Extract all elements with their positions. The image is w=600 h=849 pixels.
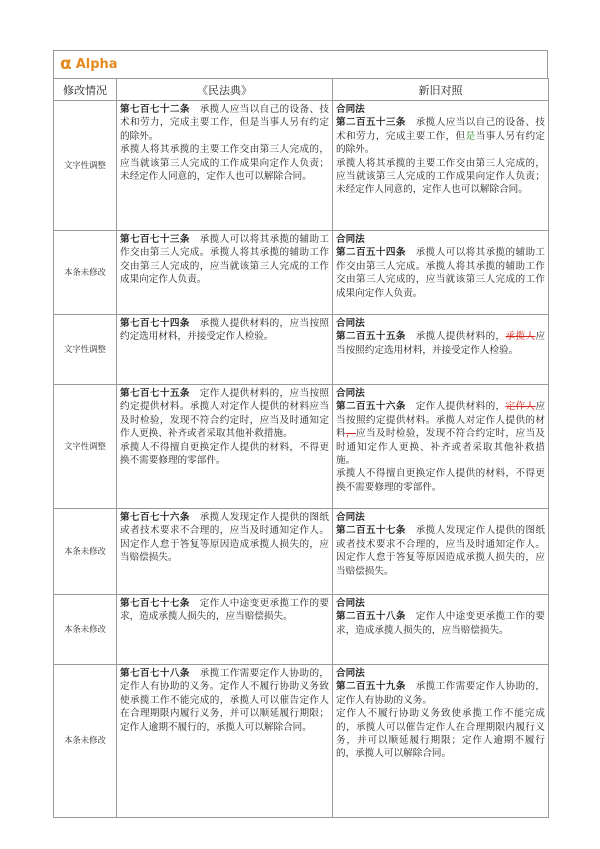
article-text: 承揽人不得擅自更换定作人提供的材料，不得更换不需要修理的零部件。: [336, 468, 545, 493]
source-law: 合同法: [336, 104, 365, 115]
status-cell: 本条未修改: [54, 231, 117, 315]
comparison-document: [53, 50, 548, 818]
status-cell: 文字性调整: [54, 315, 117, 385]
source-law: 合同法: [336, 318, 365, 329]
source-law: 合同法: [336, 234, 365, 245]
header-civil-code: 《民法典》: [117, 79, 333, 101]
status-cell: 本条未修改: [54, 509, 117, 595]
article-text: 定作人提供材料的，应当按照约定提供材料。承揽人对定作人提供的材料应当及时检验，发现不符合约定时，应当及时通知定作人更换、补齐或者采取其他补救措施。: [120, 388, 330, 440]
article-number: 第七百七十七条: [120, 598, 190, 609]
civil-code-cell: [117, 509, 333, 595]
article-text: 承揽人发现定作人提供的图纸或者技术要求不合理的，应当及时通知定作人。因定作人怠于答复等原因造成承揽人损失的，应当赔偿损失。: [336, 525, 546, 577]
alpha-logo-icon: α: [60, 54, 72, 74]
brand-name: Alpha: [75, 57, 118, 72]
source-law: 合同法: [336, 598, 365, 609]
civil-code-cell: [117, 595, 333, 665]
article-text: 应当按照约定选用材料，并接受定作人检验。: [336, 331, 546, 356]
deleted-text: 承揽人: [505, 331, 536, 343]
table-row: [54, 231, 549, 315]
article-number: 第二百五十三条: [336, 117, 406, 129]
civil-code-cell: [117, 231, 333, 315]
article-text: 当事人另有约定的除外。: [336, 130, 546, 156]
article-number: 第二百五十六条: [336, 401, 406, 413]
article-text: 定作人不履行协助义务致使承揽工作不能完成的，承揽人可以催告定作人在合理期限内履行义务，并可以顺延履行期限；定作人逾期不履行的，承揽人可以解除合同。: [336, 708, 545, 760]
article-text: 承揽人提供材料的，应当按照约定选用材料，并接受定作人检验。: [120, 318, 330, 343]
article-number: 第二百五十八条: [336, 611, 406, 623]
article-text: 应当及时检验，发现不符合约定时，应当及时通知定作人更换、补齐或者采取其他补救措施。: [336, 428, 546, 467]
article-text: 定作人中途变更承揽工作的要求，造成承揽人损失的，应当赔偿损失。: [120, 598, 330, 623]
deleted-text: 定作人: [505, 401, 536, 413]
source-law: 合同法: [336, 388, 365, 399]
table-header-row: [54, 79, 549, 101]
status-cell: 文字性调整: [54, 101, 117, 231]
table-row: [54, 315, 549, 385]
article-number: 第七百七十五条: [120, 388, 190, 399]
article-text: 承揽人不得擅自更换定作人提供的材料，不得更换不需要修理的零部件。: [120, 441, 329, 467]
deleted-text: ，: [345, 428, 356, 440]
article-text: 承揽人发现定作人提供的图纸或者技术要求不合理的，应当及时通知定作人。因定作人怠于答复等原因造成承揽人损失的，应当赔偿损失。: [120, 512, 330, 564]
civil-code-cell: [117, 385, 333, 509]
article-number: 第二百五十五条: [336, 331, 406, 343]
inserted-text: 是: [465, 130, 476, 142]
article-number: 第二百五十九条: [336, 681, 406, 693]
comparison-cell: [333, 231, 549, 315]
table-row: [54, 595, 549, 665]
header-status: 修改情况: [54, 79, 117, 101]
comparison-cell: [333, 315, 549, 385]
comparison-table: [53, 78, 549, 818]
article-number: 第七百七十二条: [120, 104, 190, 115]
article-text: 应当按照约定提供材料。承揽人对定作人提供的材料: [336, 401, 546, 440]
article-text: 承揽人可以将其承揽的辅助工作交由第三人完成。承揽人将其承揽的辅助工作交由第三人完成的，应当就该第三人完成的工作成果向定作人负责。: [120, 234, 330, 286]
article-text: 承揽人应当以自己的设备、技术和劳力，完成主要工作，但是当事人另有约定的除外。: [120, 104, 330, 142]
source-law: 合同法: [336, 668, 365, 679]
comparison-cell: [333, 101, 549, 231]
table-row: [54, 665, 549, 818]
article-text: 承揽人将其承揽的主要工作交由第三人完成的，应当就该第三人完成的工作成果向定作人负责；未经定作人同意的，定作人也可以解除合同。: [120, 144, 329, 183]
status-cell: 本条未修改: [54, 665, 117, 818]
article-text: 承揽工作需要定作人协助的，定作人有协助的义务。定作人不履行协助义务致使承揽工作不能完成的，承揽人可以催告定作人在合理期限内履行义务，并可以顺延履行期限；定作人逾期不履行的，承揽人可以解除合同。: [120, 668, 330, 733]
article-text: 承揽人应当以自己的设备、技术和劳力，完成主要工作，但: [336, 117, 546, 142]
article-text: 承揽人将其承揽的主要工作交由第三人完成的，应当就该第三人完成的工作成果向定作人负责；未经定作人同意的，定作人也可以解除合同。: [336, 157, 545, 196]
comparison-cell: [333, 385, 549, 509]
source-law: 合同法: [336, 512, 365, 523]
article-number: 第二百五十七条: [336, 525, 406, 537]
article-number: 第二百五十四条: [336, 247, 406, 259]
civil-code-cell: [117, 101, 333, 231]
article-number: 第七百七十六条: [120, 512, 190, 523]
article-number: 第七百七十八条: [120, 668, 190, 679]
article-number: 第七百七十四条: [120, 318, 190, 329]
comparison-cell: [333, 665, 549, 818]
article-text: 承揽人可以将其承揽的辅助工作交由第三人完成。承揽人将其承揽的辅助工作交由第三人完成的，应当就该第三人完成的工作成果向定作人负责。: [336, 247, 546, 299]
comparison-cell: [333, 509, 549, 595]
article-number: 第七百七十三条: [120, 234, 190, 245]
header-comparison: 新旧对照: [333, 79, 549, 101]
comparison-cell: [333, 595, 549, 665]
status-cell: 文字性调整: [54, 385, 117, 509]
civil-code-cell: [117, 315, 333, 385]
article-text: 承揽工作需要定作人协助的，定作人有协助的义务。: [336, 681, 546, 706]
table-row: [54, 509, 549, 595]
brand-header: [53, 50, 548, 78]
status-cell: 本条未修改: [54, 595, 117, 665]
article-text: 定作人中途变更承揽工作的要求，造成承揽人损失的，应当赔偿损失。: [336, 611, 546, 636]
article-text: 定作人提供材料的，: [415, 401, 506, 413]
civil-code-cell: [117, 665, 333, 818]
table-row: [54, 385, 549, 509]
article-text: 承揽人提供材料的，: [415, 331, 506, 343]
table-row: [54, 101, 549, 231]
